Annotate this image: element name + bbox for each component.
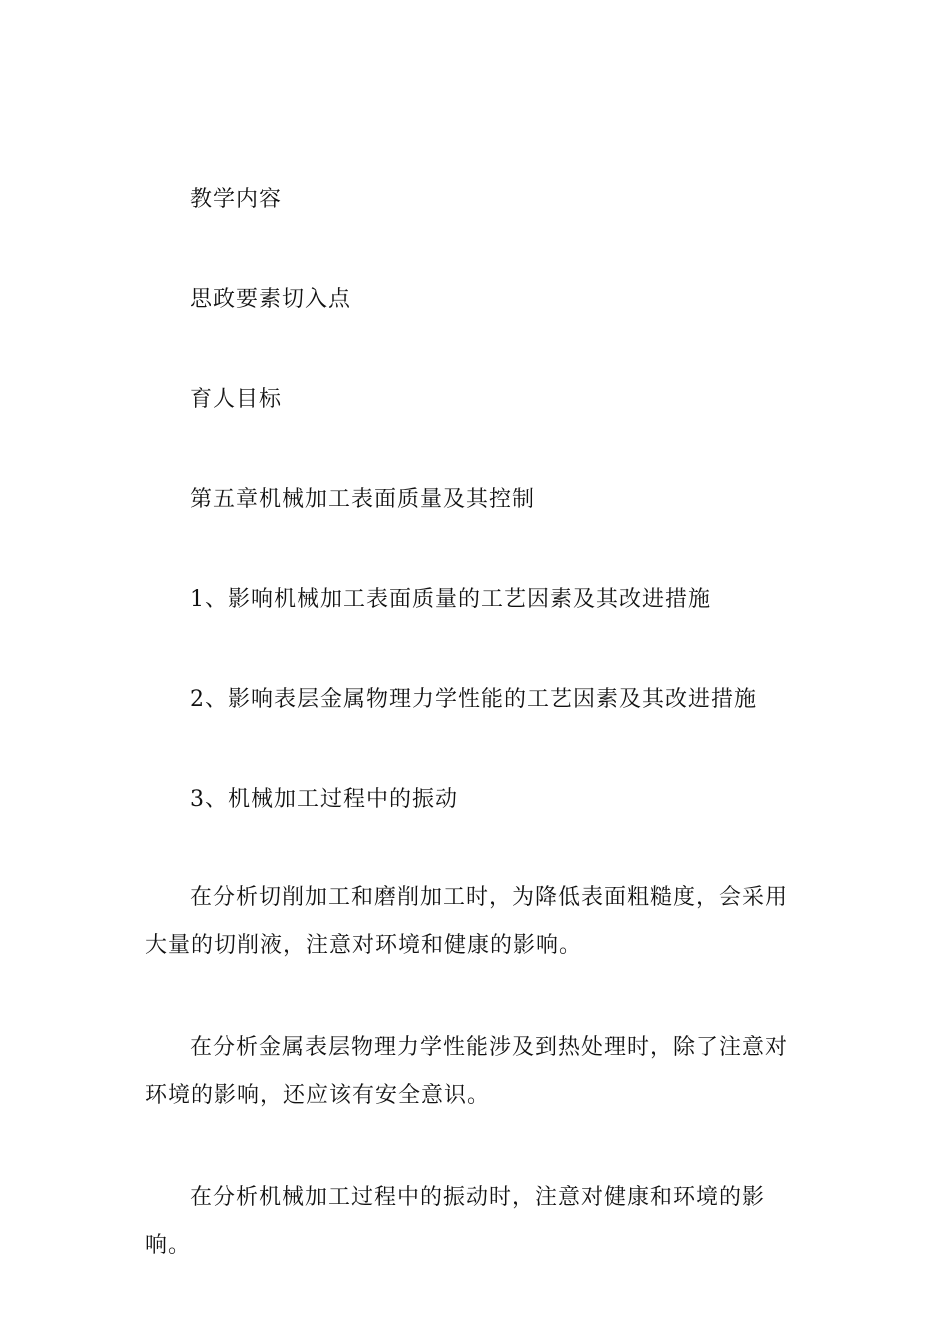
- paragraph-cutting-fluid: 在分析切削加工和磨削加工时，为降低表面粗糙度，会采用大量的切削液，注意对环境和健康的影响。: [145, 885, 789, 958]
- heading-ideological-entry-points: 思政要素切入点: [190, 287, 352, 312]
- list-item-2: 2、影响表层金属物理力学性能的工艺因素及其改进措施: [190, 687, 757, 712]
- heading-teaching-content: 教学内容: [190, 187, 283, 212]
- list-item-3: 3、机械加工过程中的振动: [190, 787, 458, 812]
- paragraph-heat-treatment: 在分析金属表层物理力学性能涉及到热处理时，除了注意对环境的影响，还应该有安全意识。: [145, 1035, 789, 1108]
- chapter-title: 第五章机械加工表面质量及其控制: [190, 487, 536, 512]
- list-item-1: 1、影响机械加工表面质量的工艺因素及其改进措施: [190, 587, 711, 612]
- paragraph-vibration: 在分析机械加工过程中的振动时，注意对健康和环境的影响。: [145, 1185, 766, 1258]
- heading-education-goals: 育人目标: [190, 387, 283, 412]
